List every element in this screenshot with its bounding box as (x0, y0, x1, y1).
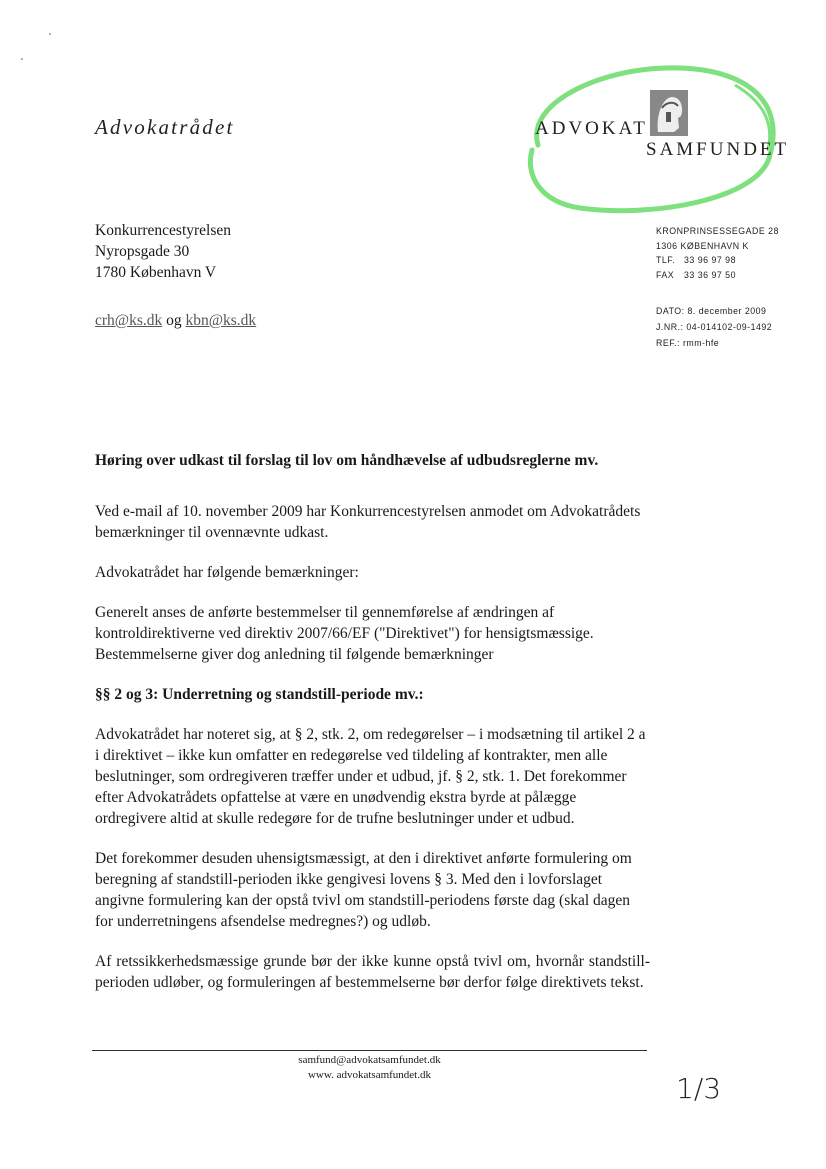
phone-label: TLF. (656, 255, 676, 265)
footer-divider (92, 1050, 647, 1051)
letter-meta (656, 303, 772, 351)
letter-body (95, 501, 650, 1012)
phone-number: 33 96 97 98 (684, 255, 736, 265)
fax-label: FAX (656, 269, 675, 280)
paragraph-6: Af retssikkerhedsmæssige grunde bør der ikke kunne opstå tvivl om, hvornår standstill-perioden udløber, og formuleringen af bestemmelserne bør derfor følge direktivets tekst. (95, 953, 650, 991)
letter-date: DATO: 8. december 2009 (656, 306, 767, 316)
email-link-crh[interactable]: crh@ks.dk (95, 312, 163, 329)
paragraph-3: Generelt anses de anførte bestemmelser til gennemførelse af ændringen af kontroldirektiverne ved direktiv 2007/66/EF ("Direktivet") for hensigtsmæssige. Bestemmelserne giver dog anledning til følgende bemærkninger (95, 604, 594, 663)
letter-subject: Høring over udkast til forslag til lov om håndhævelse af udbudsreglerne mv. (95, 452, 599, 469)
fax-number: 33 36 97 50 (684, 269, 736, 280)
sender-name: Advokatrådet (95, 115, 235, 139)
paragraph-1: Ved e-mail af 10. november 2009 har Konkurrencestyrelsen anmodet om Advokatrådets bemærkninger til ovennævnte udkast. (95, 503, 641, 541)
paragraph-2: Advokatrådet har følgende bemærkninger: (95, 564, 359, 581)
paragraph-5: Det forekommer desuden uhensigtsmæssigt, at den i direktivet anførte formulering om beregning af standstill-perioden ikke gengivesi lovens § 3. Med den i lovforslaget angivne formulering kan der opstå tvivl om standstill-periodens første dag (skal dagen for underretningens afsendelse medregnes?) og udløb. (95, 850, 632, 930)
scan-speck (21, 58, 23, 60)
office-street: KRONPRINSESSEGADE 28 (656, 226, 779, 236)
email-link-kbn[interactable]: kbn@ks.dk (185, 312, 257, 329)
logo (520, 60, 790, 220)
footer-email[interactable]: samfund@advokatsamfundet.dk (298, 1054, 441, 1066)
recipient-emails (95, 312, 256, 330)
office-city: 1306 KØBENHAVN K (656, 240, 749, 251)
office-fax (656, 268, 779, 283)
office-address (656, 224, 779, 282)
section-heading: §§ 2 og 3: Underretning og standstill-periode mv.: (95, 686, 424, 703)
journal-number: J.NR.: 04-014102-09-1492 (656, 322, 773, 332)
recipient-address (95, 220, 231, 283)
page-number: 1/3 (676, 1072, 722, 1105)
footer-website[interactable]: www. advokatsamfundet.dk (307, 1069, 431, 1081)
footer (92, 1053, 647, 1083)
logo-text-advokat: ADVOKAT (535, 118, 648, 139)
recipient-street: Nyropsgade 30 (95, 243, 190, 260)
office-phone (656, 253, 779, 268)
recipient-name: Konkurrencestyrelsen (95, 222, 232, 239)
reference: REF.: rmm-hfe (656, 338, 720, 348)
scan-speck (49, 33, 51, 35)
paragraph-4: Advokatrådet har noteret sig, at § 2, stk. 2, om redegørelser – i modsætning til artikel 2 a i direktivet – ikke kun omfatter en redegørelse ved tildeling af kontrakter, men alle beslutninger, som ordregiveren træffer under et udbud, jf. § 2, stk. 1. Det forekommer efter Advokatrådets opfattelse at være en unødvendig ekstra byrde at pålægge ordregivere altid at skulle redegøre for de trufne beslutninger under et udbud. (95, 726, 646, 827)
email-joiner: og (166, 312, 182, 329)
recipient-city: 1780 København V (95, 264, 217, 281)
helmet-icon (648, 88, 690, 138)
logo-text-samfundet: SAMFUNDET (646, 139, 790, 160)
